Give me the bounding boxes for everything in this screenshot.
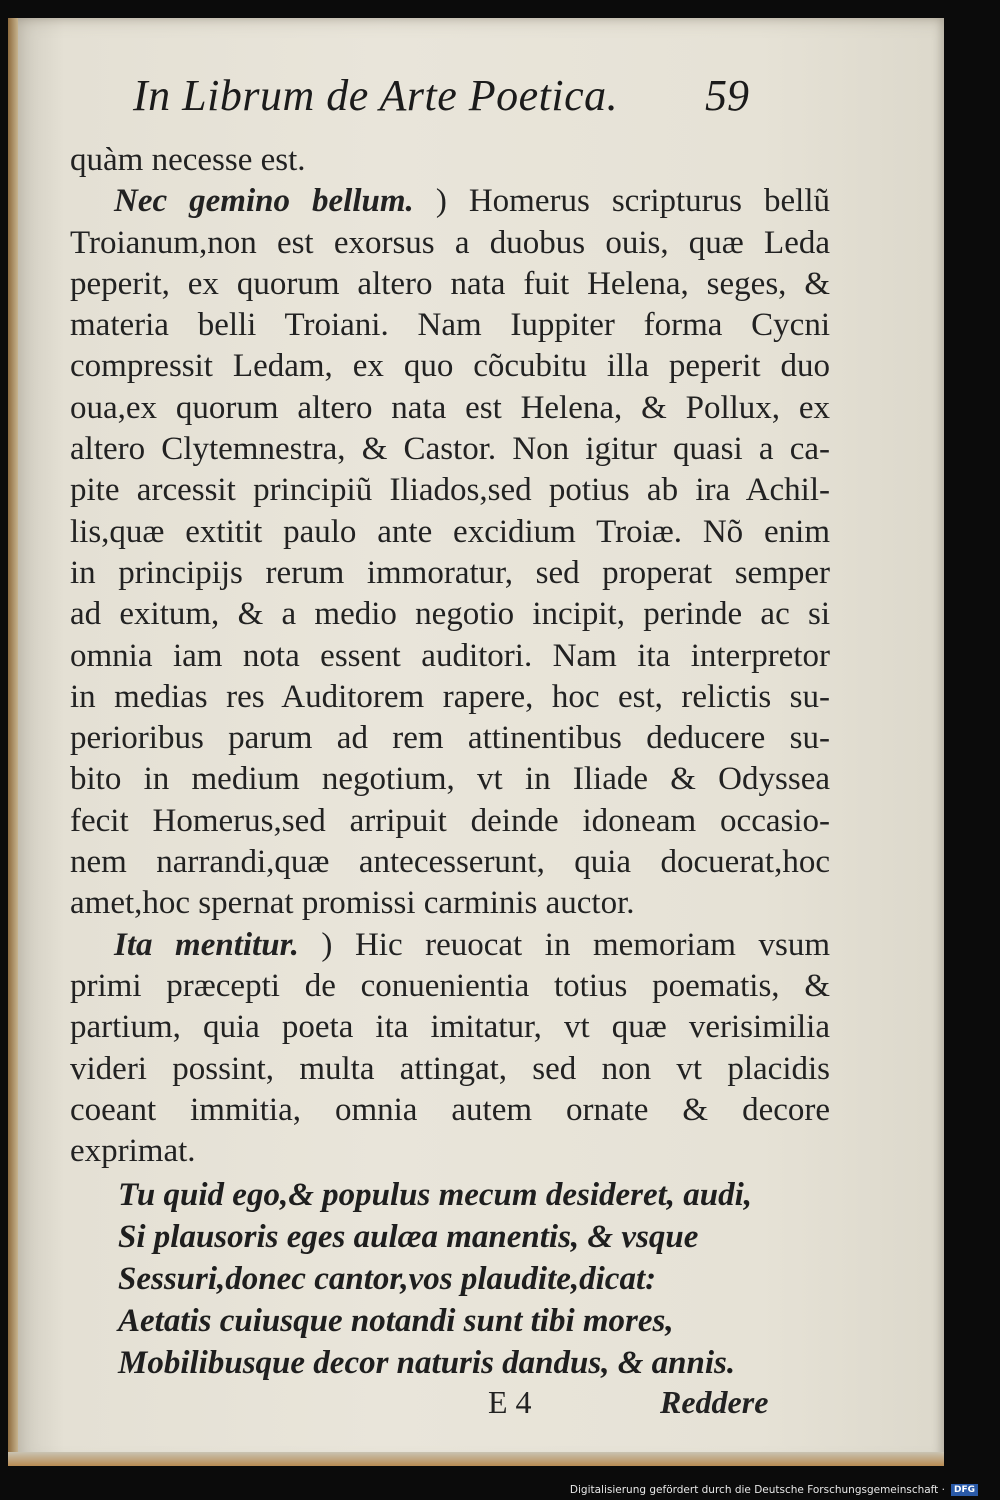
- verse-line: Tu quid ego,& populus mecum desideret, audi,: [118, 1177, 753, 1213]
- verse-quotation: [118, 1174, 838, 1384]
- running-head: [125, 70, 825, 130]
- text-line: pite arcessit principiũ Iliados,sed potius ab ira Achil-: [70, 472, 830, 509]
- text-line: primi præcepti de conuenientia totius poematis, &: [70, 967, 830, 1004]
- page-number: 59: [705, 71, 749, 120]
- text-line: lis,quæ extitit paulo ante excidium Troiæ. Nõ enim: [70, 513, 830, 550]
- dfg-logo-icon: DFG: [951, 1484, 978, 1496]
- text-line: ad exitum, & a medio negotio incipit, perinde ac si: [70, 596, 830, 633]
- text-line: oua,ex quorum altero nata est Helena, & Pollux, ex: [70, 389, 830, 426]
- text-line: partium, quia poeta ita imitatur, vt quæ verisimilia: [70, 1009, 830, 1046]
- text-line: fecit Homerus,sed arripuit deinde idoneam occasio-: [70, 802, 830, 839]
- commentary-text: [70, 140, 830, 1172]
- text-line: bito in medium negotium, vt in Iliade & Odyssea: [70, 761, 830, 798]
- text-line: peperit, ex quorum altero nata fuit Helena, seges, &: [70, 265, 830, 302]
- verse-line: Aetatis cuiusque notandi sunt tibi mores,: [118, 1303, 674, 1339]
- text-line: omnia iam nota essent auditori. Nam ita interpretor: [70, 637, 830, 674]
- text-line: Nec gemino bellum. ) Homerus scripturus bellũ: [114, 183, 830, 220]
- catchword: Reddere: [660, 1384, 769, 1420]
- page-edge-left: [8, 18, 18, 1466]
- lemma: Nec gemino bellum.: [114, 183, 414, 220]
- text-line: amet,hoc spernat promissi carminis auctor.: [70, 885, 635, 922]
- text-line: perioribus parum ad rem attinentibus deducere su-: [70, 720, 830, 757]
- text-line: exprimat.: [70, 1133, 196, 1170]
- text-line: Troianum,non est exorsus a duobus ouis, quæ Leda: [70, 224, 830, 261]
- page-edge-bottom: [8, 1452, 944, 1466]
- digitization-footer: [570, 1483, 978, 1497]
- verse-line: Sessuri,donec cantor,vos plaudite,dicat:: [118, 1261, 657, 1297]
- lemma: Ita mentitur.: [114, 926, 299, 963]
- running-head-title: In Librum de Arte Poetica.: [133, 71, 619, 120]
- verse-line: Mobilibusque decor naturis dandus, & annis.: [118, 1345, 736, 1381]
- text-line: videri possint, multa attingat, sed non vt placidis: [70, 1050, 830, 1087]
- text-line: coeant immitia, omnia autem ornate & decore: [70, 1091, 830, 1128]
- text-line: altero Clytemnestra, & Castor. Non igitur quasi a ca-: [70, 431, 830, 468]
- text-line: in medias res Auditorem rapere, hoc est, relictis su-: [70, 678, 830, 715]
- digitization-note: Digitalisierung gefördert durch die Deutsche Forschungsgemeinschaft ·: [569, 1484, 945, 1496]
- verse-line: Si plausoris eges aulæa manentis, & vsque: [118, 1219, 699, 1255]
- text-line: quàm necesse est.: [70, 142, 306, 178]
- text-line: nem narrandi,quæ antecesserunt, quia docuerat,hoc: [70, 844, 830, 881]
- text-line: Ita mentitur. ) Hic reuocat in memoriam vsum: [114, 926, 830, 963]
- text-line: compressit Ledam, ex quo cõcubitu illa peperit duo: [70, 348, 830, 385]
- text-line: in principijs rerum immoratur, sed properat semper: [70, 554, 830, 591]
- signature-mark: E 4: [488, 1384, 532, 1420]
- text-line: materia belli Troiani. Nam Iuppiter forma Cycni: [70, 307, 830, 344]
